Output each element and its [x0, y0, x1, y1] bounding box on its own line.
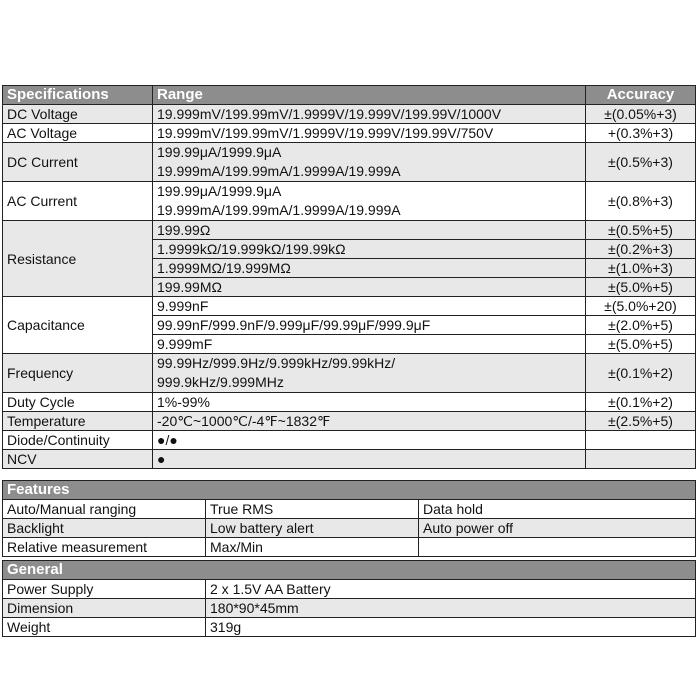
- spec-accuracy: ±(1.0%+3): [586, 259, 696, 278]
- feature-item: Data hold: [419, 500, 696, 519]
- table-row: [3, 297, 696, 316]
- feature-item: Max/Min: [206, 538, 419, 557]
- spec-label: DC Voltage: [3, 105, 153, 124]
- spec-accuracy: ±(5.0%+5): [586, 335, 696, 354]
- feature-item: Auto power off: [419, 519, 696, 538]
- feature-item: Low battery alert: [206, 519, 419, 538]
- general-title: General: [3, 561, 696, 580]
- spec-range: 19.999mV/199.99mV/1.9999V/19.999V/199.99V/1000V: [153, 105, 586, 124]
- spec-label: AC Current: [3, 182, 153, 221]
- spec-accuracy: ±(0.2%+3): [586, 240, 696, 259]
- spec-label: NCV: [3, 450, 153, 469]
- spec-accuracy: +(0.3%+3): [586, 124, 696, 143]
- table-row: [3, 221, 696, 240]
- spec-label: Temperature: [3, 412, 153, 431]
- spec-accuracy: ±(0.1%+2): [586, 354, 696, 393]
- spec-range: 9.999nF: [153, 297, 586, 316]
- table-row: [3, 519, 696, 538]
- section-header-features: [3, 481, 696, 500]
- spec-accuracy: ±(2.5%+5): [586, 412, 696, 431]
- general-value: 319g: [206, 618, 696, 637]
- table-row: [3, 538, 696, 557]
- general-table: [2, 560, 696, 637]
- feature-item: Auto/Manual ranging: [3, 500, 206, 519]
- spec-range: 19.999mV/199.99mV/1.9999V/19.999V/199.99V/750V: [153, 124, 586, 143]
- spec-range: [153, 182, 586, 221]
- range-line: 19.999mA/199.99mA/1.9999A/19.999A: [157, 163, 401, 179]
- spec-range: [153, 143, 586, 182]
- table-row: [3, 431, 696, 450]
- table-row: [3, 450, 696, 469]
- features-table: [2, 480, 696, 557]
- spec-accuracy-empty: [586, 431, 696, 450]
- features-title: Features: [3, 481, 696, 500]
- general-label: Dimension: [3, 599, 206, 618]
- specifications-table: [2, 85, 696, 469]
- spec-accuracy-empty: [586, 450, 696, 469]
- spec-range: 1.9999kΩ/19.999kΩ/199.99kΩ: [153, 240, 586, 259]
- table-row: [3, 354, 696, 393]
- spec-label: Resistance: [3, 221, 153, 297]
- spec-range: ●: [153, 450, 586, 469]
- table-row: [3, 618, 696, 637]
- table-row: [3, 500, 696, 519]
- spec-accuracy: ±(0.1%+2): [586, 393, 696, 412]
- table-row: [3, 412, 696, 431]
- range-line: 99.99Hz/999.9Hz/9.999kHz/99.99kHz/: [157, 355, 396, 371]
- table-row: [3, 393, 696, 412]
- table-header-row: [3, 86, 696, 105]
- table-row: [3, 143, 696, 182]
- table-row: [3, 124, 696, 143]
- spec-accuracy: ±(5.0%+20): [586, 297, 696, 316]
- table-row: [3, 105, 696, 124]
- spec-accuracy: ±(0.5%+3): [586, 143, 696, 182]
- spec-range: 199.99MΩ: [153, 278, 586, 297]
- spec-label: AC Voltage: [3, 124, 153, 143]
- range-line: 999.9kHz/9.999MHz: [157, 374, 284, 390]
- spec-range: [153, 354, 586, 393]
- spec-label: Duty Cycle: [3, 393, 153, 412]
- spec-range: 99.99nF/999.9nF/9.999μF/99.99μF/999.9μF: [153, 316, 586, 335]
- general-label: Weight: [3, 618, 206, 637]
- feature-item: Backlight: [3, 519, 206, 538]
- range-line: 199.99μA/1999.9μA: [157, 183, 282, 199]
- feature-item: Relative measurement: [3, 538, 206, 557]
- spec-label: Frequency: [3, 354, 153, 393]
- section-header-general: [3, 561, 696, 580]
- spec-label: DC Current: [3, 143, 153, 182]
- general-value: 2 x 1.5V AA Battery: [206, 580, 696, 599]
- header-range: Range: [153, 86, 586, 105]
- spec-accuracy: ±(2.0%+5): [586, 316, 696, 335]
- header-accuracy: Accuracy: [586, 86, 696, 105]
- feature-item: [419, 538, 696, 557]
- spec-accuracy: ±(0.8%+3): [586, 182, 696, 221]
- table-row: [3, 599, 696, 618]
- feature-item: True RMS: [206, 500, 419, 519]
- spec-label: Capacitance: [3, 297, 153, 354]
- spec-range: 1.9999MΩ/19.999MΩ: [153, 259, 586, 278]
- spec-range: 199.99Ω: [153, 221, 586, 240]
- spec-range: 9.999mF: [153, 335, 586, 354]
- spec-range: ●/●: [153, 431, 586, 450]
- general-value: 180*90*45mm: [206, 599, 696, 618]
- spec-accuracy: ±(5.0%+5): [586, 278, 696, 297]
- spec-accuracy: ±(0.5%+5): [586, 221, 696, 240]
- spec-range: 1%-99%: [153, 393, 586, 412]
- spec-label: Diode/Continuity: [3, 431, 153, 450]
- table-row: [3, 580, 696, 599]
- spec-accuracy: ±(0.05%+3): [586, 105, 696, 124]
- header-specifications: Specifications: [3, 86, 153, 105]
- range-line: 19.999mA/199.99mA/1.9999A/19.999A: [157, 202, 401, 218]
- spec-range: -20℃~1000℃/-4℉~1832℉: [153, 412, 586, 431]
- range-line: 199.99μA/1999.9μA: [157, 144, 282, 160]
- general-label: Power Supply: [3, 580, 206, 599]
- table-row: [3, 182, 696, 221]
